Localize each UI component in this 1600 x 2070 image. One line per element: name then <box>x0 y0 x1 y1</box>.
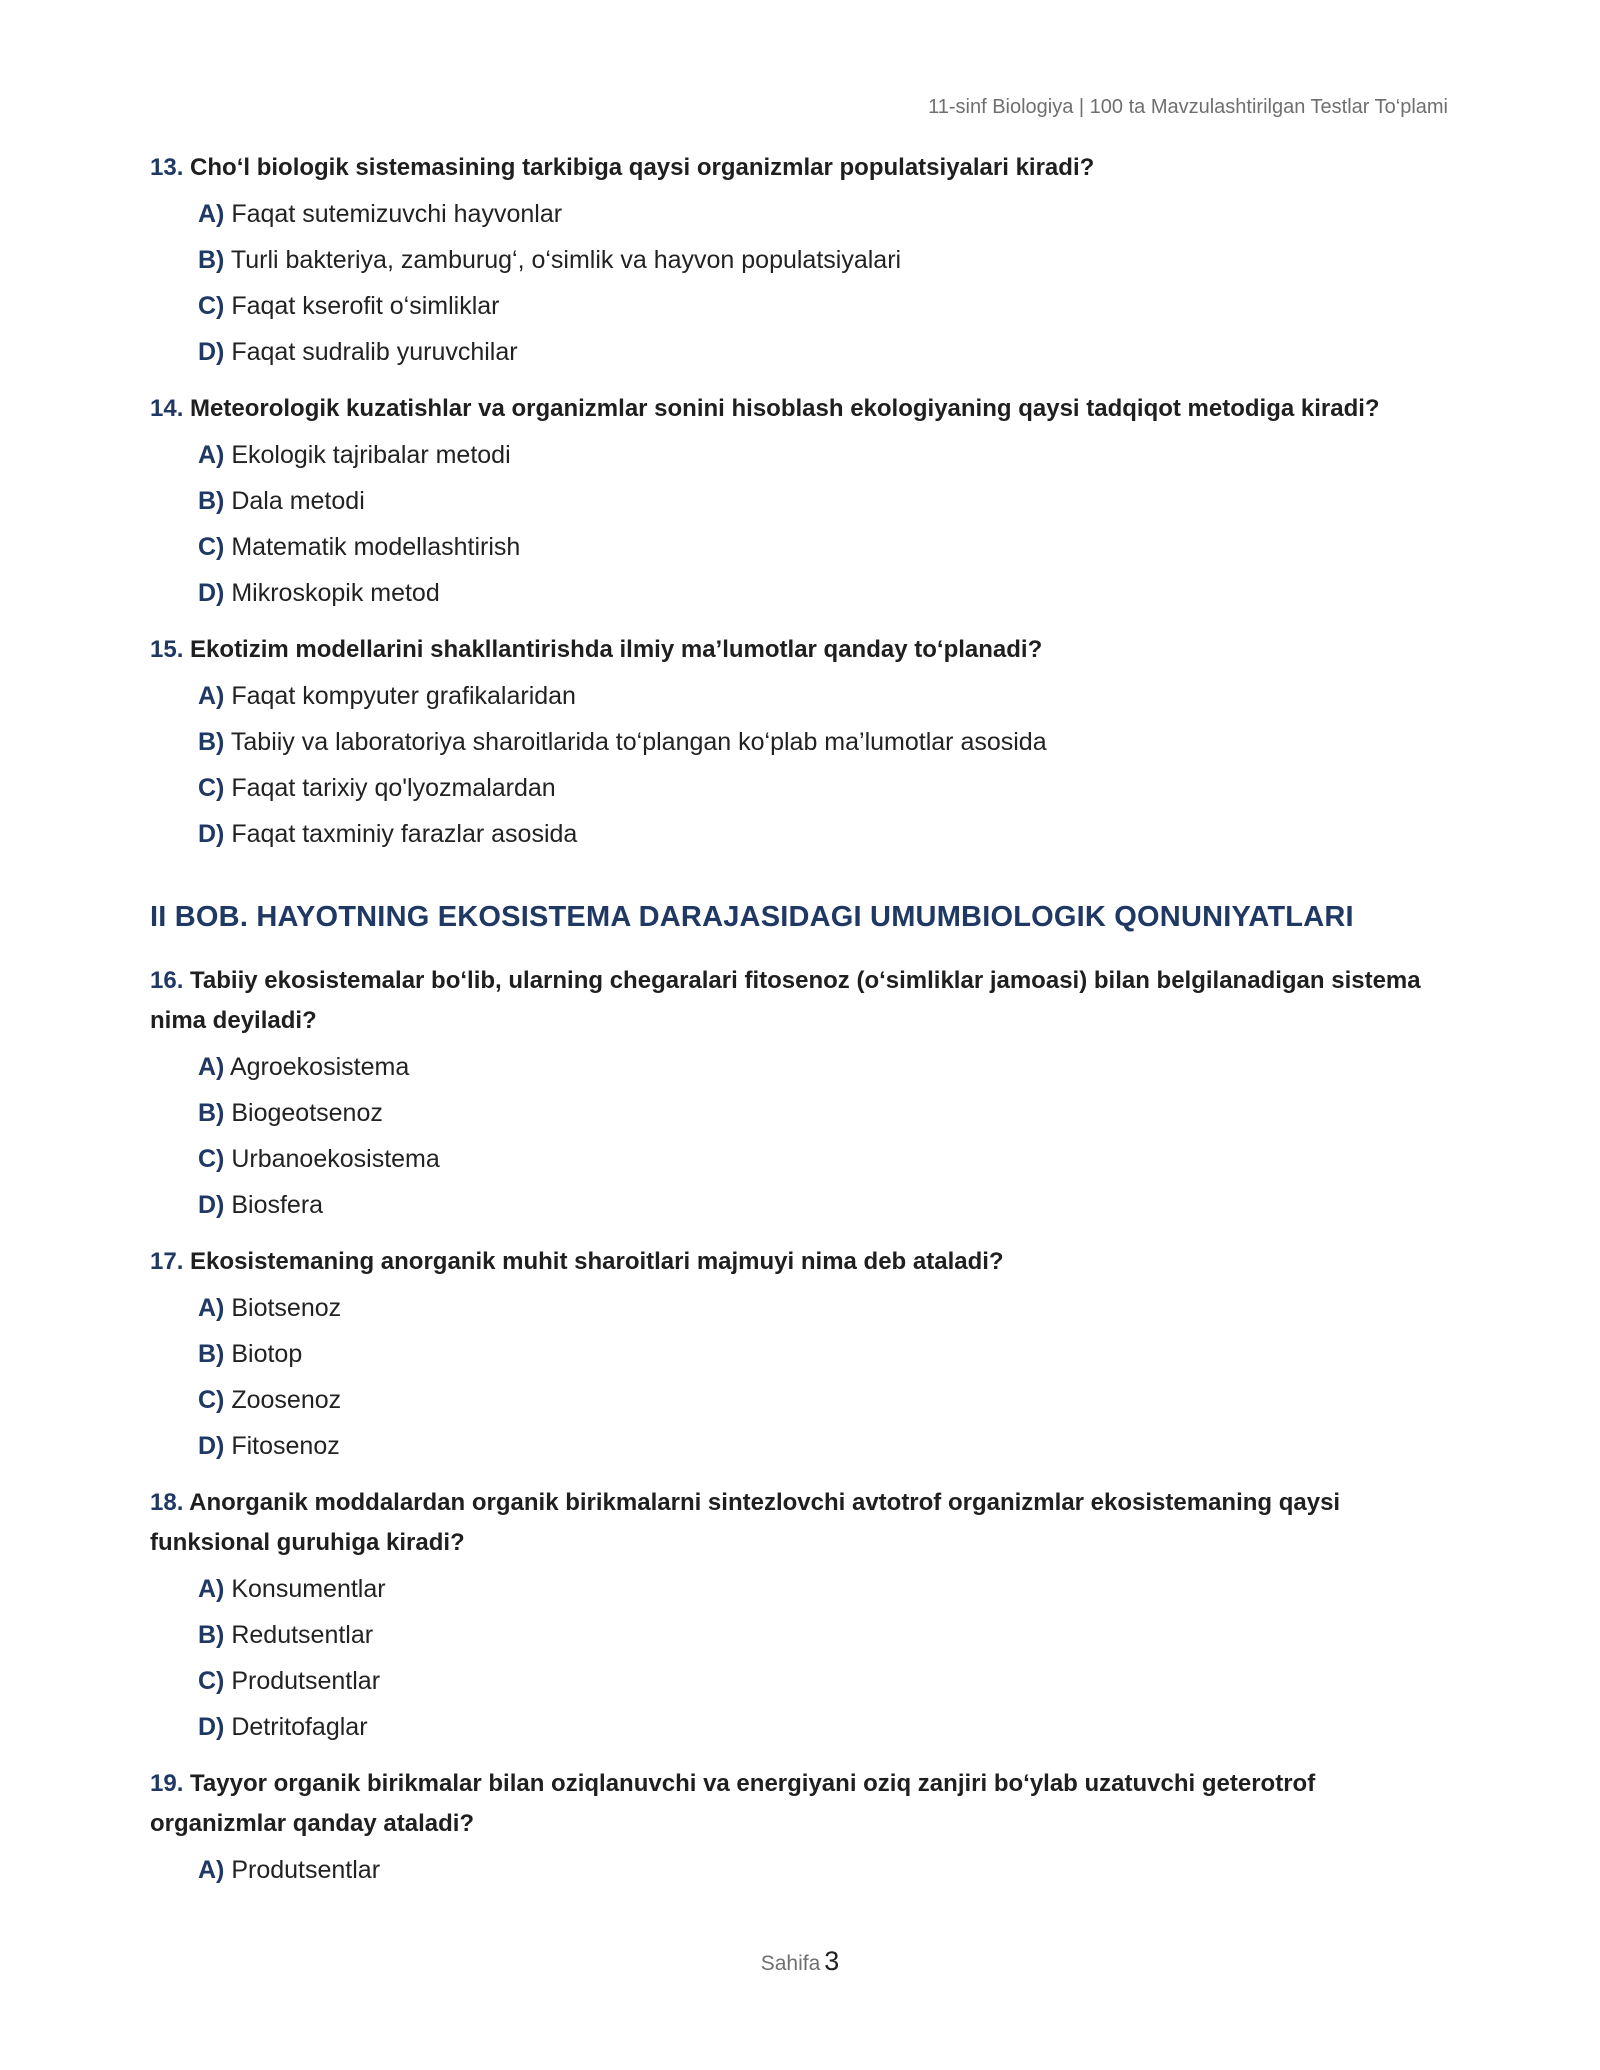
option-text: Faqat tarixiy qo'lyozmalardan <box>231 774 556 802</box>
question-text <box>150 630 1450 670</box>
answer-options <box>198 673 1450 857</box>
option-letter: A) <box>198 682 225 710</box>
option-text: Agroekosistema <box>229 1053 410 1081</box>
answer-options <box>198 191 1450 375</box>
option-letter: A) <box>198 441 225 469</box>
question-text <box>150 1242 1450 1282</box>
question-text <box>150 389 1450 429</box>
option-text: Redutsentlar <box>231 1621 374 1649</box>
option-c <box>198 765 1450 811</box>
option-letter: C) <box>198 292 225 320</box>
option-a <box>198 1847 1450 1893</box>
option-text: Biosfera <box>231 1191 324 1219</box>
answer-options <box>198 1285 1450 1469</box>
option-letter: D) <box>198 579 225 607</box>
option-c <box>198 283 1450 329</box>
question-number: 18. <box>150 1489 184 1516</box>
option-text: Urbanoekosistema <box>231 1145 440 1173</box>
option-letter: C) <box>198 1145 225 1173</box>
question-text <box>150 961 1450 1041</box>
question-number: 13. <box>150 154 184 181</box>
option-d <box>198 811 1450 857</box>
option-text: Biogeotsenoz <box>231 1099 383 1127</box>
option-text: Konsumentlar <box>231 1575 386 1603</box>
option-d <box>198 1704 1450 1750</box>
answer-options <box>198 1847 1450 1893</box>
option-b <box>198 1331 1450 1377</box>
question-number: 15. <box>150 636 184 663</box>
option-letter: A) <box>198 1856 225 1884</box>
option-text: Tabiiy va laboratoriya sharoitlarida to‘plangan ko‘plab ma’lumotlar asosida <box>230 728 1047 756</box>
page-content <box>150 148 1450 1907</box>
option-b <box>198 478 1450 524</box>
question-text <box>150 1483 1450 1563</box>
option-a <box>198 673 1450 719</box>
option-letter: D) <box>198 820 225 848</box>
answer-options <box>198 1044 1450 1228</box>
page-footer <box>0 1946 1600 1977</box>
option-text: Ekologik tajribalar metodi <box>231 441 511 469</box>
option-d <box>198 329 1450 375</box>
option-letter: B) <box>198 246 225 274</box>
answer-options <box>198 1566 1450 1750</box>
question-19 <box>150 1764 1450 1893</box>
question-body: Meteorologik kuzatishlar va organizmlar sonini hisoblash ekologiyaning qaysi tadqiqot metodiga kiradi? <box>190 395 1380 422</box>
question-text <box>150 148 1450 188</box>
option-text: Produtsentlar <box>231 1667 381 1695</box>
question-15 <box>150 630 1450 857</box>
option-letter: D) <box>198 1191 225 1219</box>
question-17 <box>150 1242 1450 1469</box>
question-body: Tayyor organik birikmalar bilan oziqlanuvchi va energiyani oziq zanjiri bo‘ylab uzatuvchi geterotrof organizmlar qanday ataladi? <box>150 1770 1316 1837</box>
option-text: Mikroskopik metod <box>231 579 440 607</box>
option-text: Biotsenoz <box>231 1294 342 1322</box>
option-c <box>198 1658 1450 1704</box>
option-letter: B) <box>198 1621 225 1649</box>
option-c <box>198 1136 1450 1182</box>
option-text: Detritofaglar <box>231 1713 368 1741</box>
question-16 <box>150 961 1450 1228</box>
question-number: 19. <box>150 1770 184 1797</box>
option-text: Biotop <box>231 1340 303 1368</box>
option-d <box>198 1182 1450 1228</box>
option-letter: A) <box>198 1053 225 1081</box>
option-text: Matematik modellashtirish <box>231 533 521 561</box>
option-letter: B) <box>198 487 225 515</box>
option-letter: D) <box>198 1432 225 1460</box>
option-letter: C) <box>198 774 225 802</box>
question-body: Cho‘l biologik sistemasining tarkibiga qaysi organizmlar populatsiyalari kiradi? <box>190 154 1095 181</box>
option-a <box>198 432 1450 478</box>
question-body: Tabiiy ekosistemalar bo‘lib, ularning chegaralari fitosenoz (o‘simliklar jamoasi) bilan belgilanadigan sistema nima deyiladi? <box>150 967 1421 1034</box>
option-letter: A) <box>198 1575 225 1603</box>
option-letter: D) <box>198 1713 225 1741</box>
option-b <box>198 719 1450 765</box>
question-body: Ekosistemaning anorganik muhit sharoitlari majmuyi nima deb ataladi? <box>190 1248 1004 1275</box>
option-letter: C) <box>198 533 225 561</box>
option-b <box>198 1090 1450 1136</box>
question-number: 16. <box>150 967 184 994</box>
option-a <box>198 1044 1450 1090</box>
option-letter: B) <box>198 1340 225 1368</box>
question-body: Anorganik moddalardan organik birikmalarni sintezlovchi avtotrof organizmlar ekosistemaning qaysi funksional guruhiga kiradi? <box>150 1489 1341 1556</box>
page-label: Sahifa <box>760 1952 821 1975</box>
option-letter: C) <box>198 1667 225 1695</box>
option-letter: C) <box>198 1386 225 1414</box>
page-header: 11-sinf Biologiya | 100 ta Mavzulashtirilgan Testlar To‘plami <box>928 96 1448 118</box>
page-number: 3 <box>824 1946 840 1976</box>
option-letter: D) <box>198 338 225 366</box>
option-b <box>198 237 1450 283</box>
option-text: Faqat taxminiy farazlar asosida <box>231 820 578 848</box>
option-letter: A) <box>198 1294 225 1322</box>
option-text: Faqat kompyuter grafikalaridan <box>231 682 576 710</box>
question-13 <box>150 148 1450 375</box>
question-body: Ekotizim modellarini shakllantirishda ilmiy ma’lumotlar qanday to‘planadi? <box>190 636 1043 663</box>
answer-options <box>198 432 1450 616</box>
option-text: Turli bakteriya, zamburug‘, o‘simlik va hayvon populatsiyalari <box>230 246 902 274</box>
option-letter: B) <box>198 1099 225 1127</box>
option-text: Faqat sutemizuvchi hayvonlar <box>231 200 563 228</box>
option-d <box>198 570 1450 616</box>
option-d <box>198 1423 1450 1469</box>
option-text: Fitosenoz <box>231 1432 340 1460</box>
question-text <box>150 1764 1450 1844</box>
question-18 <box>150 1483 1450 1750</box>
option-c <box>198 1377 1450 1423</box>
option-text: Zoosenoz <box>231 1386 342 1414</box>
option-text: Produtsentlar <box>231 1856 381 1884</box>
option-a <box>198 1566 1450 1612</box>
option-letter: B) <box>198 728 225 756</box>
option-a <box>198 191 1450 237</box>
question-14 <box>150 389 1450 616</box>
option-a <box>198 1285 1450 1331</box>
question-number: 14. <box>150 395 184 422</box>
option-c <box>198 524 1450 570</box>
question-number: 17. <box>150 1248 184 1275</box>
option-text: Dala metodi <box>231 487 365 515</box>
option-b <box>198 1612 1450 1658</box>
option-text: Faqat kserofit o‘simliklar <box>231 292 500 320</box>
option-text: Faqat sudralib yuruvchilar <box>231 338 518 366</box>
section-heading: II BOB. HAYOTNING EKOSISTEMA DARAJASIDAGI UMUMBIOLOGIK QONUNIYATLARI <box>150 901 1354 933</box>
option-letter: A) <box>198 200 225 228</box>
